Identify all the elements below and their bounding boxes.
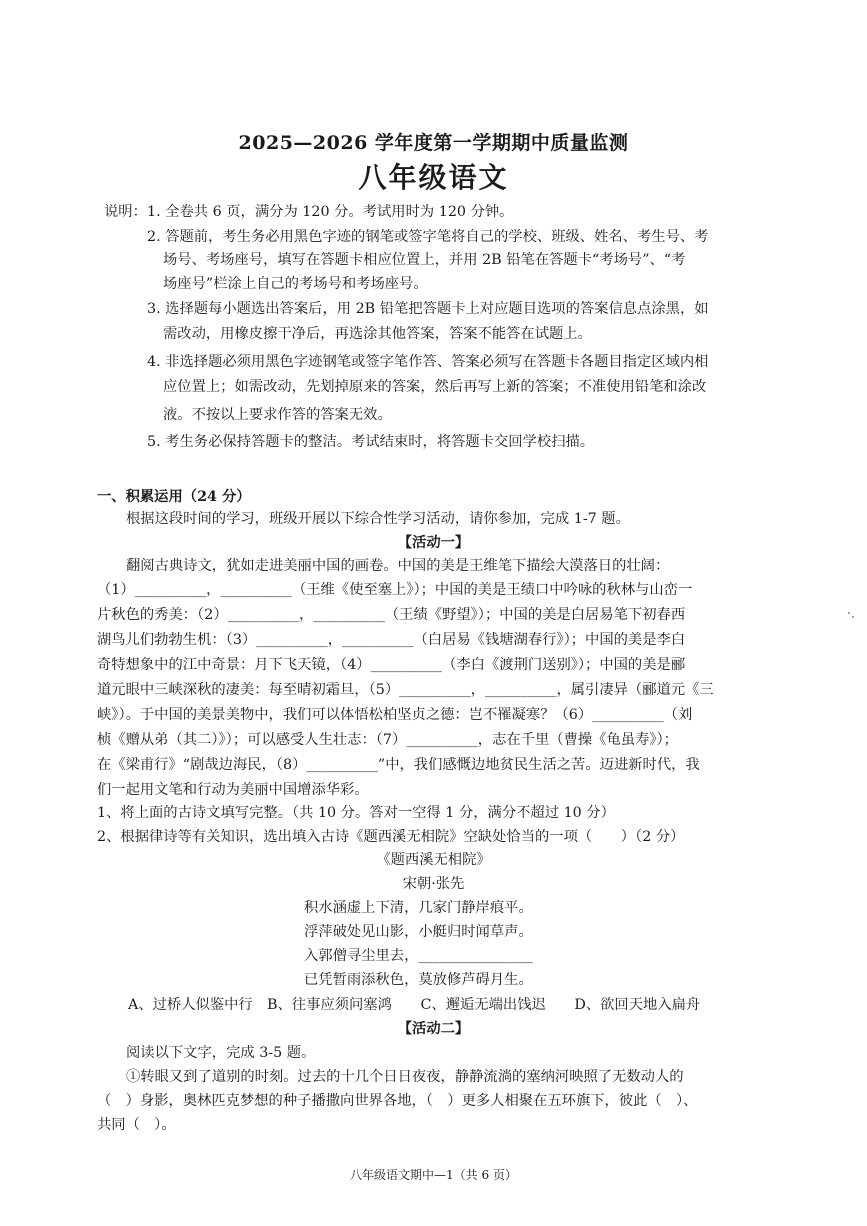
reading-line: 共同（ ）。 [97, 1117, 176, 1133]
exam-title: 2025—2026 学年度第一学期期中质量监测 [238, 132, 629, 154]
passage-line: 桢《赠从弟（其二）》）；可以感受人生壮志：（7）__________，志在千里（曹操《龟虽寿》）； [97, 732, 678, 748]
instruction-line: 3. 选择题每小题选出答案后，用 2B 铅笔把答题卡上对应题目选项的答案信息点涂黑，如 [147, 301, 709, 317]
question-2-options: A、过桥人似鉴中行 B、往事应须问塞鸿 C、邂逅无端出饯迟 D、欲回天地入扁舟 [128, 997, 701, 1013]
reading-intro: 阅读以下文字，完成 3-5 题。 [126, 1045, 316, 1061]
passage-line: 奇特想象中的江中奇景：月下飞天镜，（4）__________（李白《渡荆门送别》）；中国的美是郦 [97, 657, 686, 673]
instruction-line: 需改动，用橡皮擦干净后，再选涂其他答案，答案不能答在试题上。 [163, 326, 592, 342]
poem-line: 入郭僧寻尘里去，________________ [304, 948, 533, 964]
activity-two-label: 【活动二】 [397, 1021, 470, 1037]
reading-line: ①转眼又到了道别的时刻。过去的十几个日日夜夜，静静流淌的塞纳河映照了无数动人的 [126, 1069, 684, 1085]
instruction-line: 5. 考生务必保持答题卡的整洁。考试结束时，将答题卡交回学校扫描。 [147, 434, 595, 450]
instruction-line: 2. 答题前，考生务必用黑色字迹的钢笔或签字笔将自己的学校、班级、姓名、考生号、考 [147, 229, 709, 245]
instructions-label: 说明： [104, 204, 147, 220]
poem-line: 积水涵虚上下清，几家门静岸痕平。 [304, 900, 533, 916]
instruction-line: 场号、考场座号，填写在答题卡相应位置上，并用 2B 铅笔在答题卡“考场号”、“考 [163, 252, 686, 268]
poem-line: 已凭暂雨添秋色，莫放修芦碍月生。 [304, 972, 533, 988]
activity-one-label: 【活动一】 [397, 535, 470, 551]
scan-speck [848, 612, 850, 614]
exam-subject: 八年级语文 [358, 161, 509, 194]
instruction-line: 场座号”栏涂上自己的考场号和考场座号。 [163, 276, 428, 292]
passage-line: 在《梁甫行》“剧哉边海民，（8）__________”中，我们感慨边地贫民生活之苦。迈进新时代，我 [97, 757, 700, 773]
instruction-line: 液。不按以上要求作答的答案无效。 [163, 407, 392, 423]
passage-line: 翻阅古典诗文，犹如走进美丽中国的画卷。中国的美是王维笔下描绘大漠落日的壮阔： [126, 558, 670, 574]
poem-author: 宋朝·张先 [402, 876, 465, 892]
reading-line: （ ）身影，奥林匹克梦想的种子播撒向世界各地，（ ）更多人相聚在五环旗下，彼此（ ）、 [97, 1093, 698, 1109]
question-1: 1、将上面的古诗文填写完整。（共 10 分。答对一空得 1 分，满分不超过 10 分） [97, 805, 615, 821]
section-heading: 一、积累运用（24 分） [97, 489, 251, 505]
poem-line: 浮萍破处见山影，小艇归时闻草声。 [304, 924, 533, 940]
passage-line: 片秋色的秀美：（2）__________，__________（王绩《野望》）；中国的美是白居易笔下初春西 [97, 607, 686, 623]
poem-title: 《题西溪无相院》 [376, 852, 491, 868]
passage-line: 们一起用文笔和行动为美丽中国增添华彩。 [97, 782, 369, 798]
instruction-line: 1. 全卷共 6 页，满分为 120 分。考试用时为 120 分钟。 [147, 204, 514, 220]
passage-line: 湖鸟儿们勃勃生机：（3）__________，__________（白居易《钱塘湖春行》）；中国的美是李白 [97, 632, 686, 648]
instruction-line: 4. 非选择题必须用黑色字迹钢笔或签字笔作答、答案必须写在答题卡各题目指定区域内相 [147, 354, 709, 370]
page-footer: 八年级语文期中—1（共 6 页） [350, 1168, 517, 1182]
scan-speck [852, 616, 854, 618]
passage-line: 道元眼中三峡深秋的凄美：每至晴初霜旦，（5）__________，__________，属引凄异（郦道元《三 [97, 682, 714, 698]
question-2: 2、根据律诗等有关知识，选出填入古诗《题西溪无相院》空缺处恰当的一项（ ）（2 分） [97, 829, 685, 845]
passage-line: 峡》）。于中国的美景美物中，我们可以体悟松柏坚贞之德：岂不罹凝寒？（6）__________（刘 [97, 707, 693, 723]
section-intro: 根据这段时间的学习，班级开展以下综合性学习活动，请你参加，完成 1-7 题。 [126, 511, 630, 527]
passage-line: （1）__________，__________（王维《使至塞上》）；中国的美是王绩口中吟咏的秋林与山峦一 [97, 582, 693, 598]
instruction-line: 应位置上；如需改动，先划掉原来的答案，然后再写上新的答案；不准使用铅笔和涂改 [163, 379, 707, 395]
